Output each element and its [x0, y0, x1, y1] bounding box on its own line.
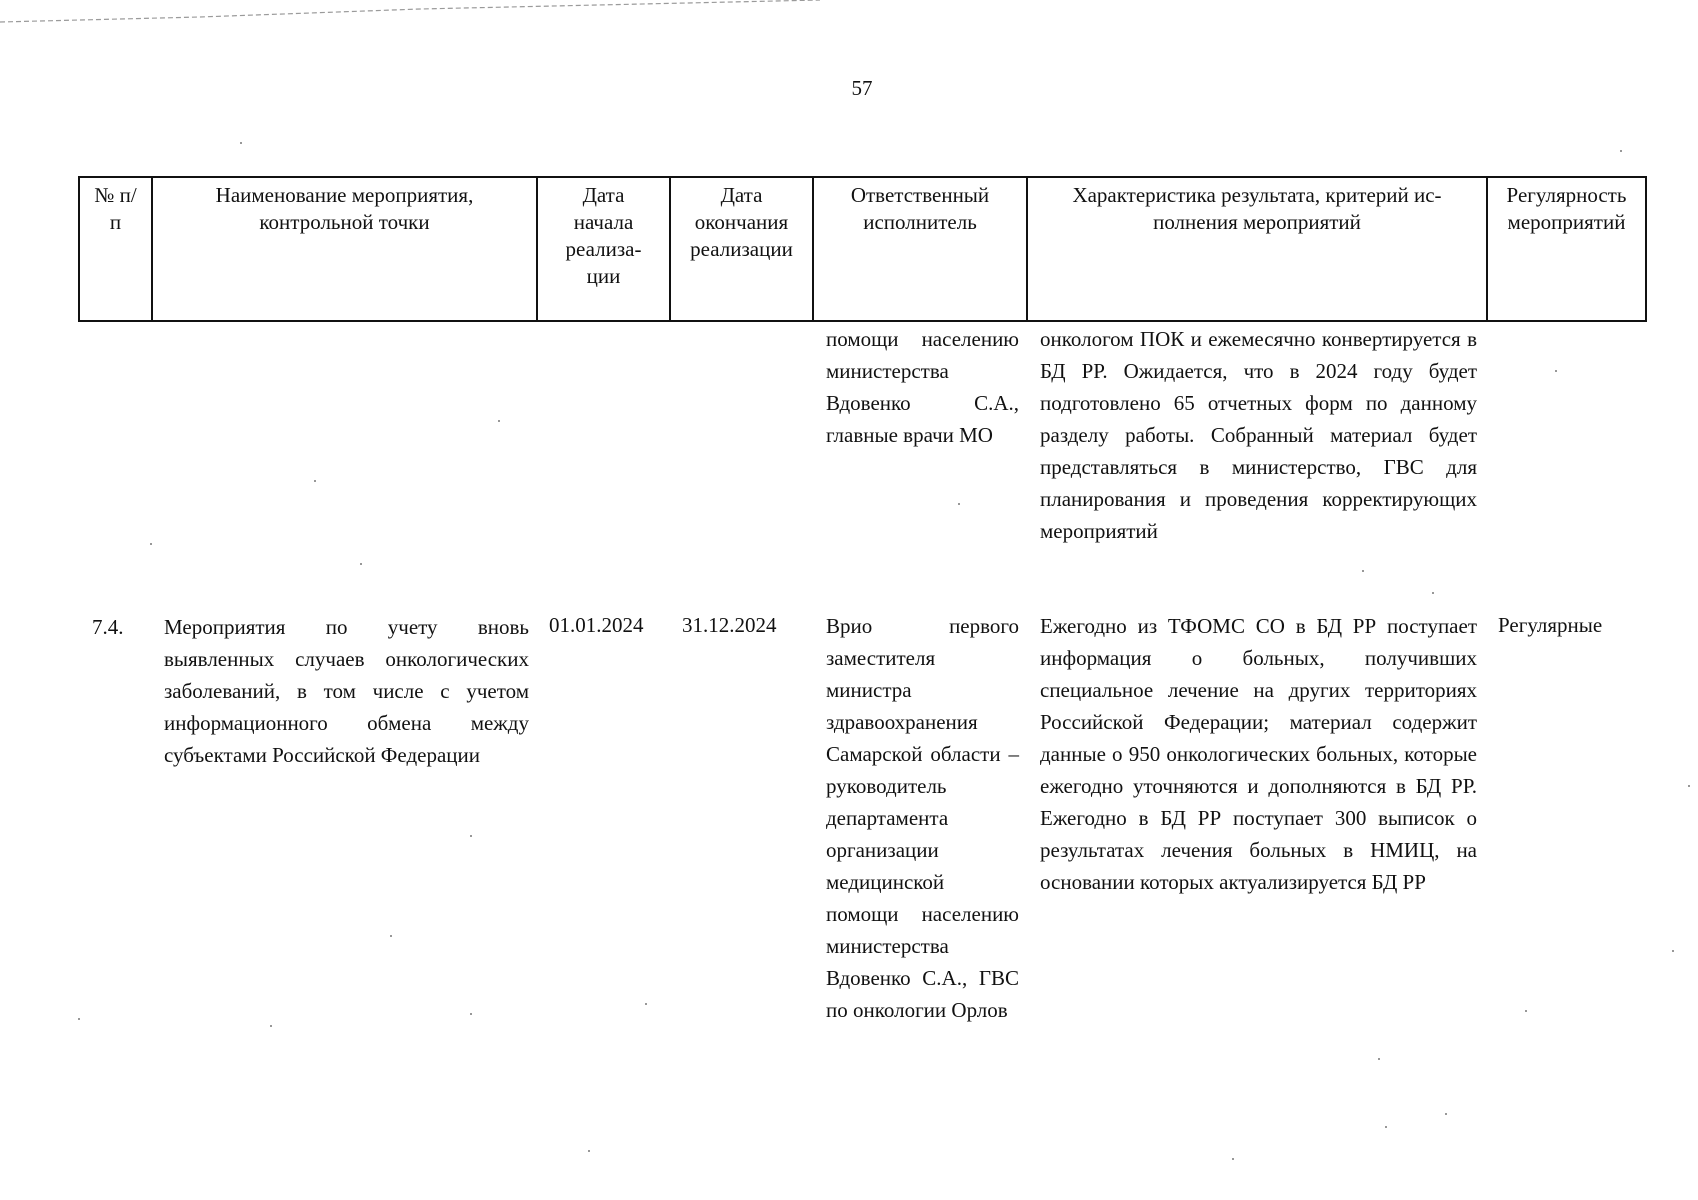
scan-speck — [1362, 570, 1364, 572]
scan-speck — [270, 1025, 272, 1027]
scan-speck — [1432, 592, 1434, 594]
scan-speck — [470, 835, 472, 837]
row-start-date: 01.01.2024 — [549, 613, 644, 637]
scan-speck — [1555, 370, 1557, 372]
row-regularity: Регулярные — [1498, 613, 1603, 637]
scan-speck — [1232, 1158, 1234, 1160]
header-regularity: Регулярность мероприятий — [1487, 177, 1646, 321]
continued-result: онкологом ПОК и ежемесячно конвертируется в БД РР. Ожидается, что в 2024 году будет подготовлено 65 отчетных форм по данному разделу работы. Собранный материал будет представляться в министерство, ГВС для планирования и проведения корректирующих мероприятий — [1040, 327, 1477, 543]
row-name: Мероприятия по учету вновь выявленных случаев онкологических заболеваний, в том числе с учетом информационного обмена между субъектами Российской Федерации — [164, 615, 529, 767]
header-executor: Ответственный исполнитель — [813, 177, 1027, 321]
scan-speck — [958, 503, 960, 505]
table-header — [78, 176, 1647, 322]
header-end-date: Дата окончания реализации — [670, 177, 813, 321]
scan-speck — [470, 1013, 472, 1015]
scan-speck — [360, 563, 362, 565]
scan-speck — [1378, 1058, 1380, 1060]
continued-executor: помощи населению министерства Вдовенко С.А., главные врачи МО — [826, 327, 1019, 447]
scan-speck — [1385, 1126, 1387, 1128]
scan-speck — [645, 1003, 647, 1005]
scan-speck — [588, 1150, 590, 1152]
header-start-date: Дата начала реализа-ции — [537, 177, 670, 321]
scan-speck — [1525, 1010, 1527, 1012]
scan-speck — [390, 935, 392, 937]
row-executor: Врио первого заместителя министра здравоохранения Самарской области – руководитель департамента организации медицинской помощи населению министерства Вдовенко С.А., ГВС по онкологии Орлов — [826, 614, 1019, 1022]
row-number: 7.4. — [92, 615, 124, 639]
scan-speck — [1672, 950, 1674, 952]
header-name: Наименование мероприятия, контрольной точки — [152, 177, 537, 321]
scan-artifact-line — [0, 0, 820, 30]
scan-speck — [240, 142, 242, 144]
header-number: № п/п — [79, 177, 152, 321]
page-number: 57 — [851, 76, 873, 100]
scan-speck — [498, 420, 500, 422]
header-result: Характеристика результата, критерий ис-полнения мероприятий — [1027, 177, 1487, 321]
scan-speck — [1445, 1113, 1447, 1115]
row-result: Ежегодно из ТФОМС СО в БД РР поступает информация о больных, получивших специальное лечение на других территориях Российской Федерации; материал содержит данные о 950 онкологических больных, которые ежегодно уточняются и дополняются в БД РР. Ежегодно в БД РР поступает 300 выписок о результатах лечения больных в НМИЦ, на основании которых актуализируется БД РР — [1040, 614, 1477, 894]
scan-speck — [150, 543, 152, 545]
scan-speck — [78, 1018, 80, 1020]
scan-speck — [1688, 785, 1690, 787]
row-end-date: 31.12.2024 — [682, 613, 777, 637]
scan-speck — [1620, 150, 1622, 152]
scan-speck — [314, 480, 316, 482]
